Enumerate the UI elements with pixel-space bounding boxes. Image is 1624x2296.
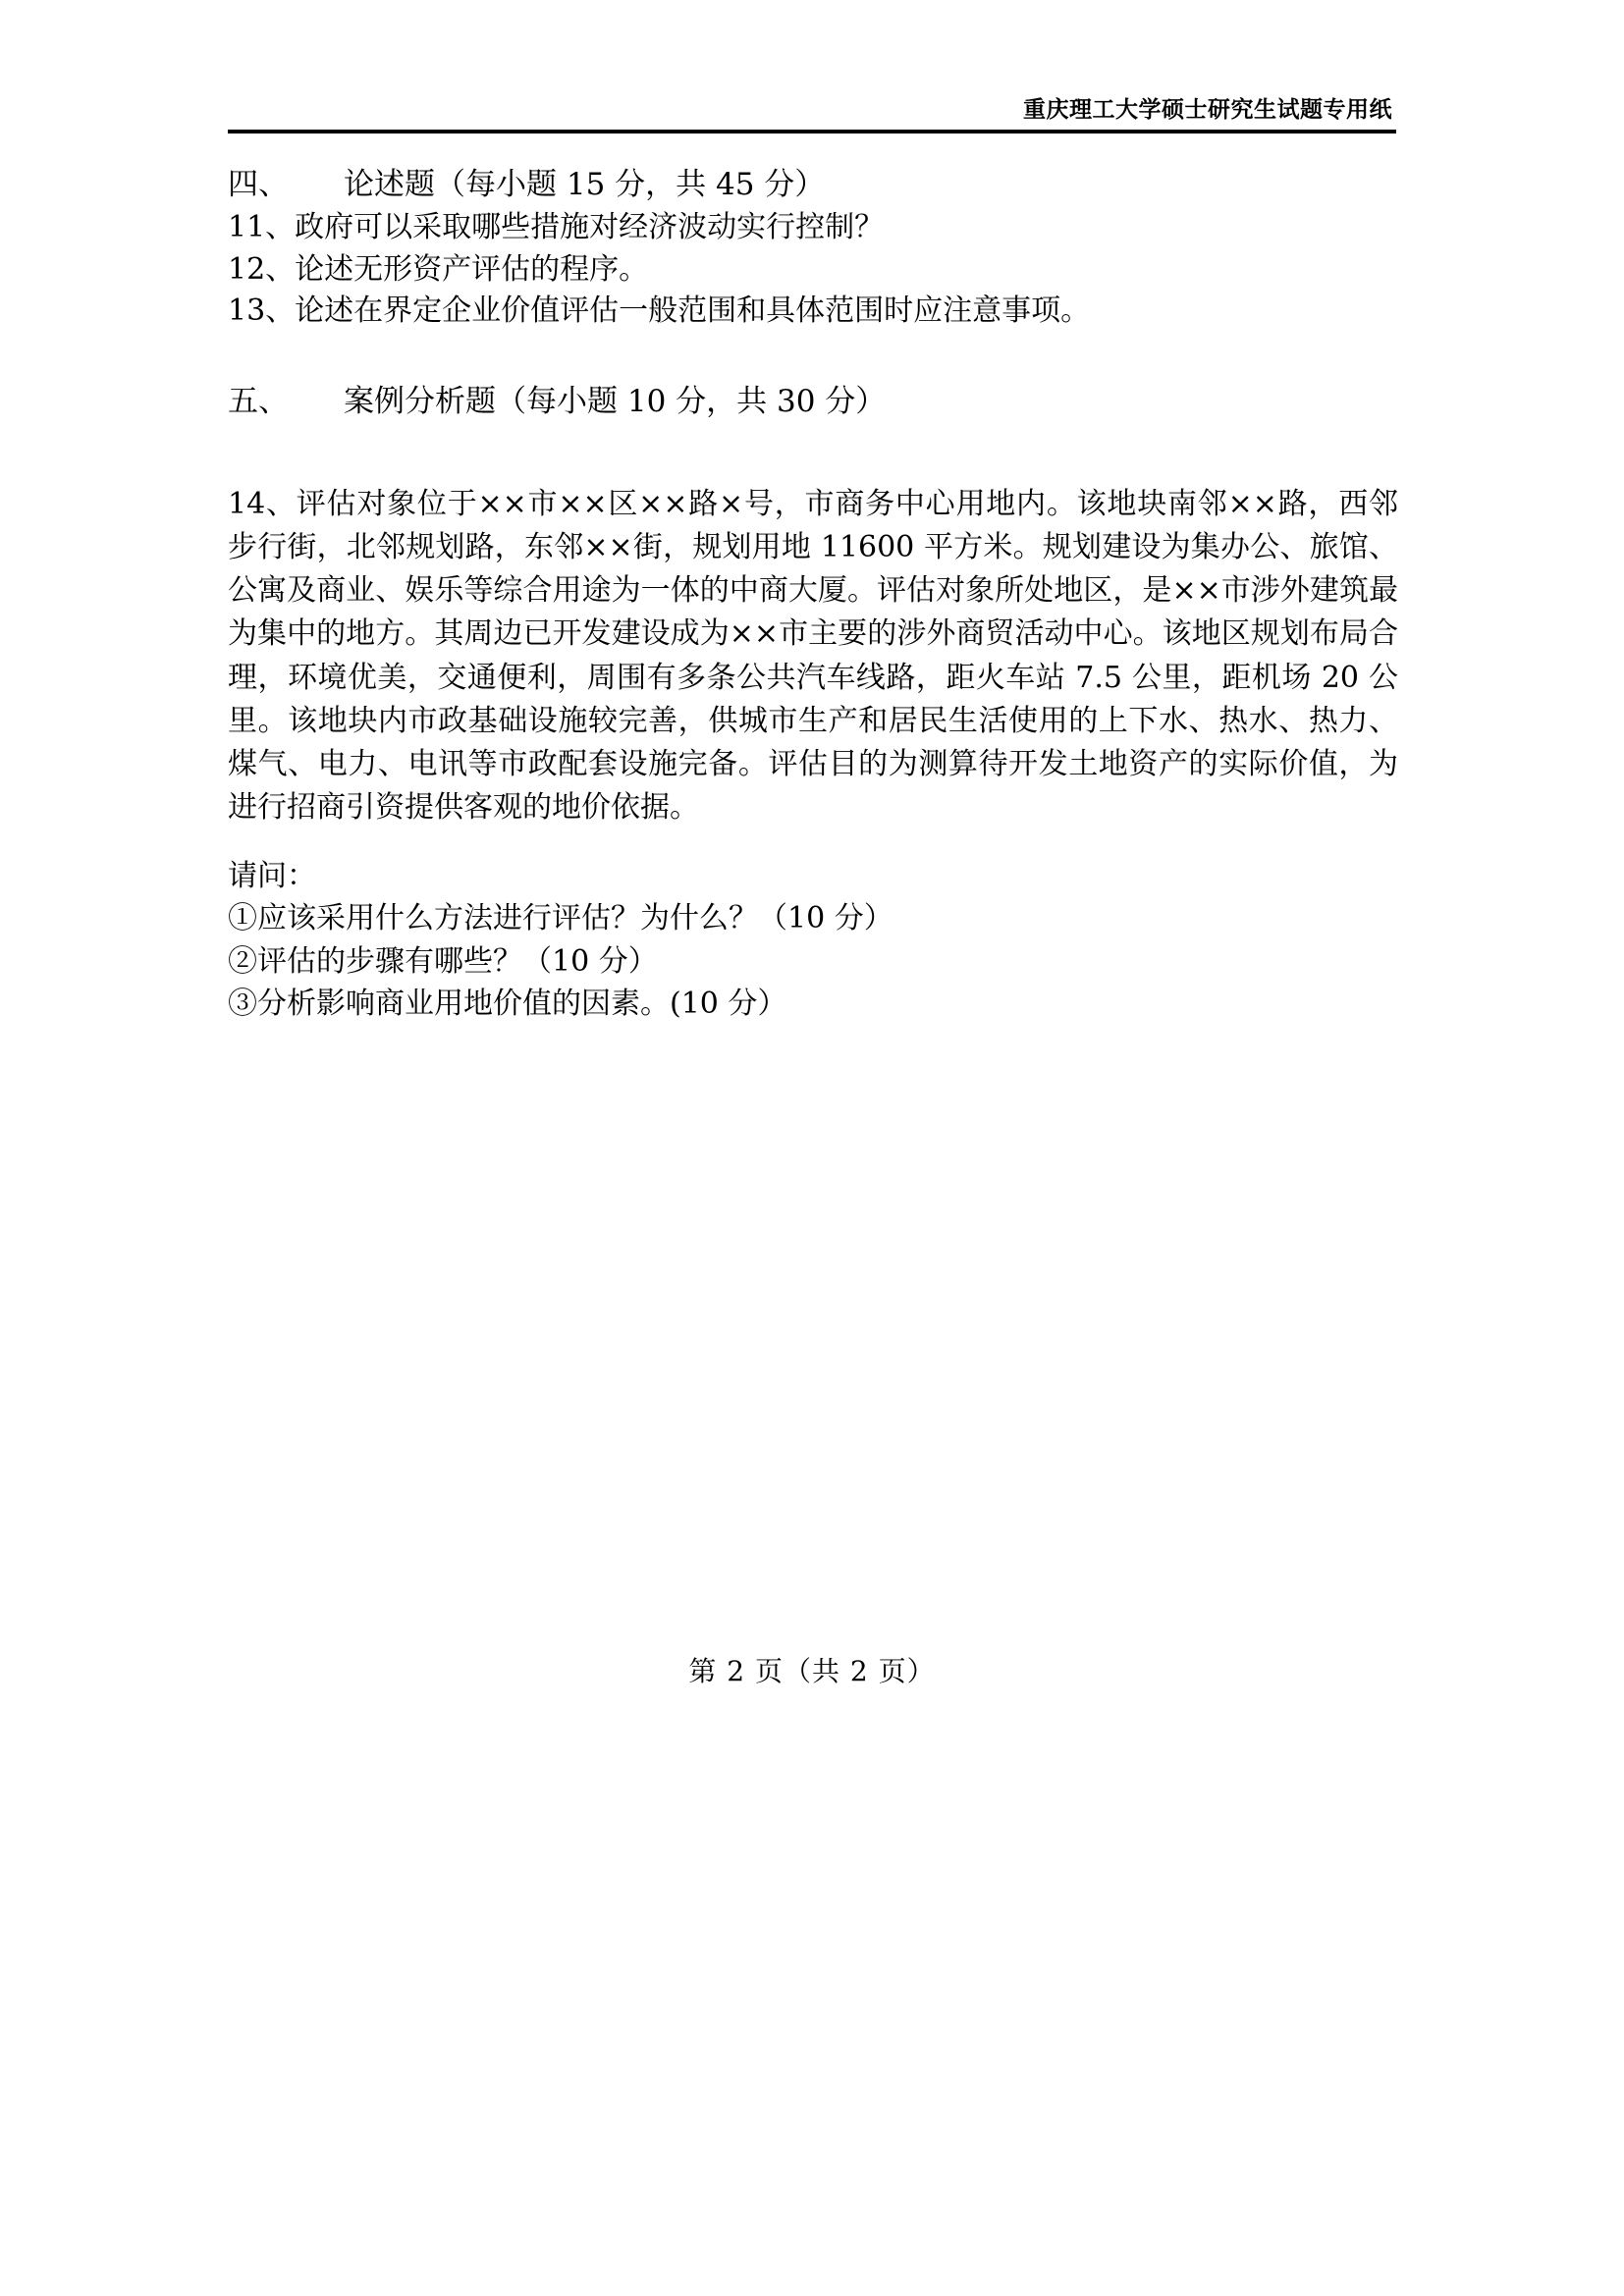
section-four-heading-label: 论述题（每小题 15 分，共 45 分） — [344, 167, 826, 202]
question-12: 12、论述无形资产评估的程序。 — [228, 251, 649, 287]
page-footer — [0, 1650, 1624, 1689]
section-four-heading — [228, 167, 1398, 203]
page-header — [228, 96, 1396, 133]
header-divider-rule — [228, 130, 1396, 133]
page-number-label: 第 2 页（共 2 页） — [688, 1655, 936, 1687]
section-five-heading — [228, 384, 1398, 420]
section-five — [228, 384, 1398, 1026]
section-five-ordinal: 五、 — [228, 383, 289, 419]
case-ask-label: 请问： — [228, 858, 316, 893]
section-gap — [228, 333, 1398, 384]
question-13: 13、论述在界定企业价值评估一般范围和具体范围时应注意事项。 — [228, 294, 1091, 329]
case-gap-before-ask — [228, 829, 1398, 855]
case-gap-top — [228, 424, 1398, 483]
case-sub-question-3: ③分析影响商业用地价值的因素。(10 分） — [228, 987, 787, 1022]
case-study-body: 14、评估对象位于××市××区××路×号，市商务中心用地内。该地块南邻××路，西邻步行街，北邻规划路，东邻××街，规划用地 11600 平方米。规划建设为集办公、旅馆、公寓及商业、娱乐等综合用途为一体的中商大厦。评估对象所处地区，是××市涉外建筑最为集中的地方。其周边已开发建设成为××市主要的涉外商贸活动中心。该地区规划布局合理，环境优美，交通便利，周围有多条公共汽车线路，距火车站 7.5 公里，距机场 20 公里。该地块内市政基础设施较完善，供城市生产和居民生活使用的上下水、热水、热力、煤气、电力、电讯等市政配套设施完备。评估目的为测算待开发土地资产的实际价值，为进行招商引资提供客观的地价依据。 — [228, 487, 1398, 825]
section-four-ordinal: 四、 — [228, 167, 289, 202]
university-header-title: 重庆理工大学硕士研究生试题专用纸 — [1023, 96, 1392, 123]
section-five-heading-label: 案例分析题（每小题 10 分，共 30 分） — [344, 383, 887, 419]
case-sub-question-1: ①应该采用什么方法进行评估？为什么？（10 分） — [228, 901, 893, 936]
question-11: 11、政府可以采取哪些措施对经济波动实行控制？ — [228, 210, 885, 245]
case-sub-question-2: ②评估的步骤有哪些？（10 分） — [228, 943, 658, 979]
section-four — [228, 167, 1398, 333]
exam-content — [228, 167, 1398, 1026]
